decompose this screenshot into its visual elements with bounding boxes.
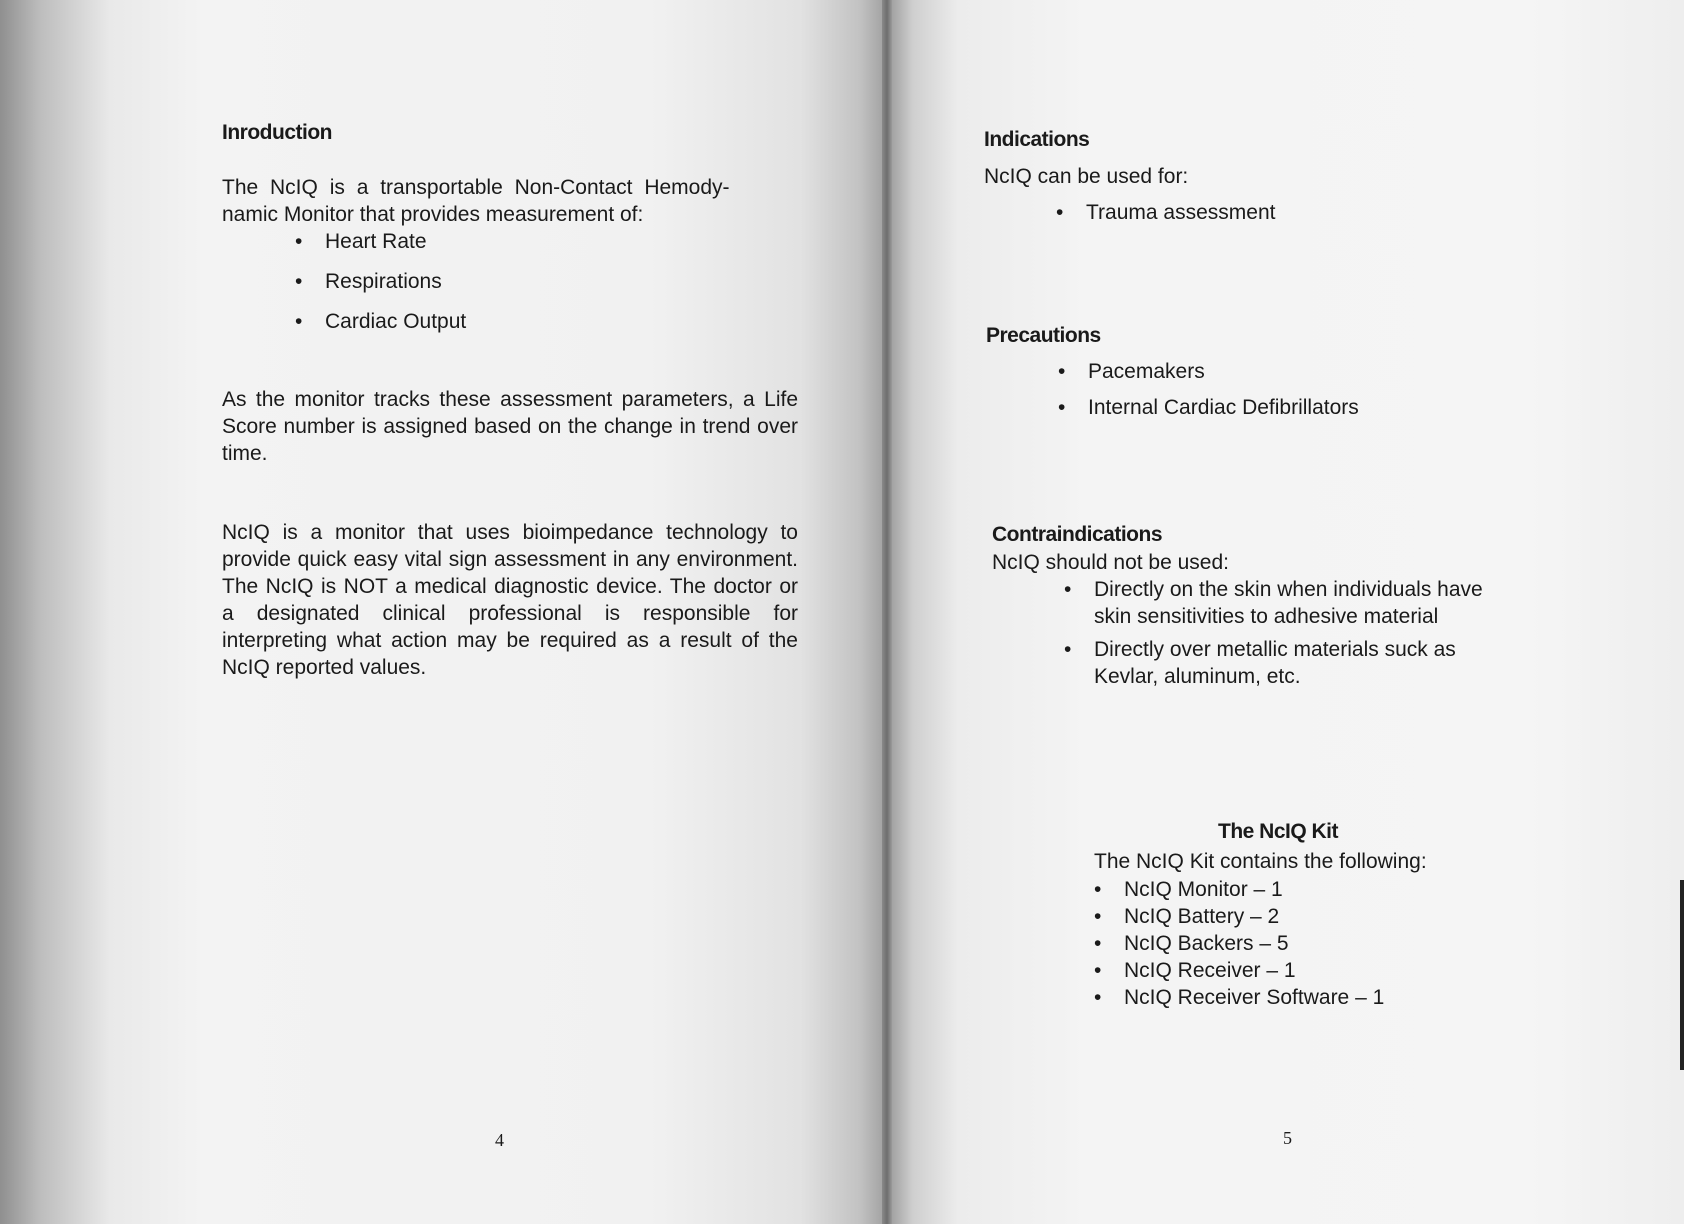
- bullet-glyph: •: [1058, 360, 1066, 383]
- kit-intro: The NcIQ Kit contains the following:: [1094, 850, 1427, 873]
- intro-paragraph-line-1: The NcIQ is a transportable Non-Contact Hemody-: [222, 176, 730, 199]
- list-item: [1058, 360, 1359, 396]
- measurement-list: [295, 228, 466, 348]
- introduction-heading: Inroduction: [222, 121, 332, 144]
- list-item: [1058, 396, 1359, 420]
- contraindications-intro: NcIQ should not be used:: [992, 551, 1229, 574]
- bullet-glyph: •: [1058, 396, 1066, 419]
- kit-item-label: NcIQ Battery – 2: [1124, 905, 1280, 928]
- contraindications-list: [1064, 576, 1484, 690]
- page-number-left: 4: [495, 1130, 504, 1150]
- bullet-glyph: •: [1094, 986, 1102, 1009]
- list-item: [1094, 930, 1384, 957]
- precautions-heading: Precautions: [986, 324, 1101, 347]
- contraindication-label: Directly on the skin when individuals have skin sensitivities to adhesive material: [1094, 578, 1483, 628]
- precaution-label: Pacemakers: [1088, 360, 1205, 383]
- list-item: [1064, 576, 1484, 630]
- page-number-right: 5: [1283, 1128, 1292, 1148]
- list-item: [1094, 984, 1384, 1011]
- list-item: [1064, 636, 1484, 690]
- bullet-glyph: •: [1094, 932, 1102, 955]
- bioimpedance-paragraph: NcIQ is a monitor that uses bioimpedance technology to provide quick easy vital sign assessment in any environment. The NcIQ is NOT a medical diagnostic device. The doctor or a designated clinical professional is responsible for interpreting what action may be required as a result of the NcIQ reported values.: [222, 521, 798, 679]
- life-score-paragraph: As the monitor tracks these assessment parameters, a Life Score number is assigned based on the change in trend over time.: [222, 388, 798, 465]
- indications-heading: Indications: [984, 128, 1090, 151]
- list-item: [1056, 201, 1275, 225]
- bullet-glyph: •: [1094, 878, 1102, 901]
- bullet-glyph: •: [1056, 201, 1064, 224]
- list-item: [295, 228, 466, 268]
- page-edge-mark: [1680, 880, 1684, 1070]
- measurement-label: Respirations: [325, 270, 442, 293]
- bullet-glyph: •: [295, 270, 303, 293]
- bullet-glyph: •: [1064, 578, 1072, 601]
- contraindication-label: Directly over metallic materials suck as Kevlar, aluminum, etc.: [1094, 638, 1456, 688]
- measurement-label: Cardiac Output: [325, 310, 467, 333]
- precautions-list: [1058, 360, 1359, 420]
- bullet-glyph: •: [1094, 905, 1102, 928]
- measurement-label: Heart Rate: [325, 230, 427, 253]
- list-item: [295, 268, 466, 308]
- bullet-glyph: •: [295, 310, 303, 333]
- kit-item-label: NcIQ Receiver Software – 1: [1124, 986, 1385, 1009]
- precaution-label: Internal Cardiac Defibrillators: [1088, 396, 1359, 419]
- indications-intro: NcIQ can be used for:: [984, 165, 1189, 188]
- list-item: [1094, 903, 1384, 930]
- list-item: [1094, 957, 1384, 984]
- book-gutter: [882, 0, 892, 1224]
- contraindications-heading: Contraindications: [992, 523, 1163, 546]
- indication-label: Trauma assessment: [1086, 201, 1276, 224]
- kit-item-label: NcIQ Backers – 5: [1124, 932, 1289, 955]
- kit-contents-list: [1094, 876, 1384, 1011]
- bullet-glyph: •: [1064, 638, 1072, 661]
- kit-heading: The NcIQ Kit: [1218, 820, 1339, 843]
- bullet-glyph: •: [1094, 959, 1102, 982]
- list-item: [295, 308, 466, 348]
- right-page: [888, 0, 1684, 1224]
- intro-paragraph-line-2: namic Monitor that provides measurement of:: [222, 203, 644, 226]
- indications-list: [1056, 201, 1275, 225]
- list-item: [1094, 876, 1384, 903]
- kit-item-label: NcIQ Receiver – 1: [1124, 959, 1296, 982]
- bullet-glyph: •: [295, 230, 303, 253]
- kit-item-label: NcIQ Monitor – 1: [1124, 878, 1283, 901]
